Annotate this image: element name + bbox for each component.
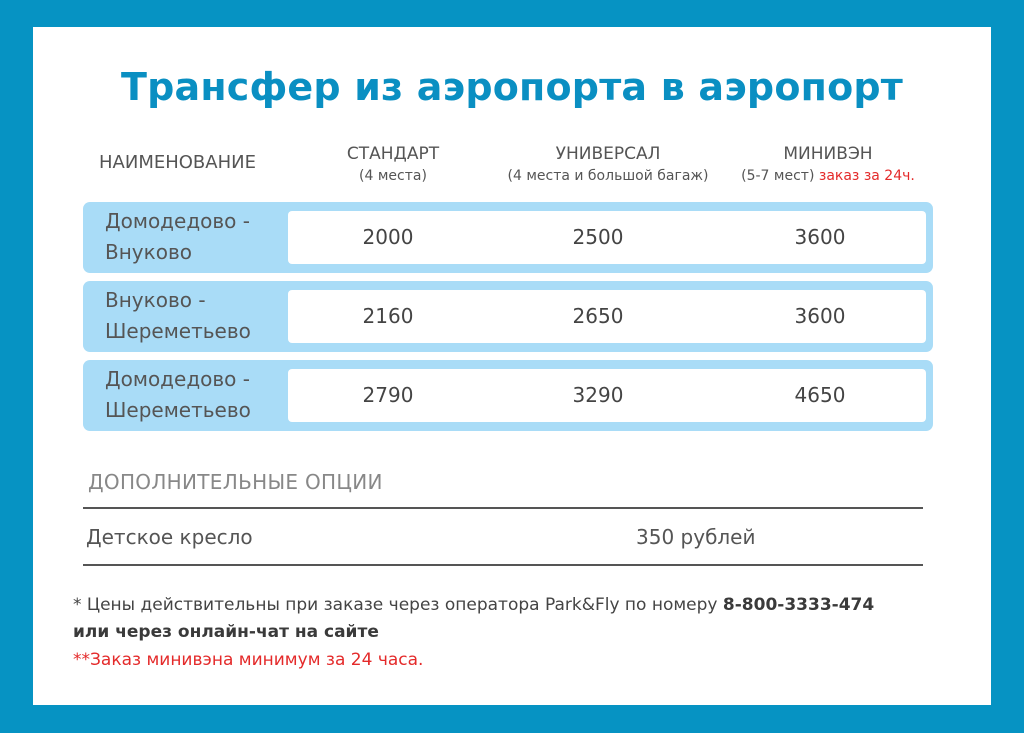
route-line: Шереметьево (105, 319, 251, 343)
minivan-order-note: заказ за 24ч. (818, 168, 915, 184)
route-line: Домодедово - (105, 209, 250, 233)
price-note (73, 595, 874, 615)
price-standard: 2000 (362, 225, 414, 249)
price-card (33, 27, 991, 705)
price-universal: 2500 (572, 225, 624, 249)
option-price: 350 рублей (636, 525, 756, 549)
page-title: Трансфер из аэропорта в аэропорт (120, 65, 904, 109)
minivan-note: **Заказ минивэна минимум за 24 часа. (73, 650, 424, 670)
price-note-text: * Цены действительны при заказе через оператора Park&Fly по номеру (73, 595, 723, 615)
column-header-standard (333, 142, 453, 186)
column-header-minivan (733, 142, 923, 186)
chat-note (73, 622, 379, 642)
table-row (83, 202, 933, 273)
chat-note-text: или через онлайн-чат на сайте (73, 622, 379, 642)
price-standard: 2790 (362, 383, 414, 407)
option-name: Детское кресло (86, 525, 253, 549)
price-standard: 2160 (362, 304, 414, 328)
phone-number: 8-800-3333-474 (722, 595, 875, 615)
price-minivan: 3600 (794, 225, 846, 249)
column-header-name: НАИМЕНОВАНИЕ (99, 152, 256, 173)
price-universal: 2650 (572, 304, 624, 328)
price-cells (288, 211, 926, 264)
options-title: ДОПОЛНИТЕЛЬНЫЕ ОПЦИИ (88, 470, 383, 494)
column-header-standard-sub: (4 места) (359, 168, 427, 184)
column-header-standard-label: СТАНДАРТ (346, 144, 440, 164)
price-minivan: 4650 (794, 383, 846, 407)
column-header-minivan-label: МИНИВЭН (783, 144, 873, 164)
route-line: Внуково - (105, 288, 206, 312)
route-name (105, 285, 251, 347)
table-row (83, 360, 933, 431)
column-header-universal-label: УНИВЕРСАЛ (555, 144, 661, 164)
price-universal: 3290 (572, 383, 624, 407)
table-row (83, 281, 933, 352)
route-name (105, 206, 250, 268)
route-line: Шереметьево (105, 398, 251, 422)
divider (83, 564, 923, 566)
route-name (105, 364, 251, 426)
price-minivan: 3600 (794, 304, 846, 328)
column-header-minivan-sub (733, 166, 923, 186)
price-cells (288, 290, 926, 343)
divider (83, 507, 923, 509)
column-header-universal-sub: (4 места и большой багаж) (507, 168, 709, 184)
minivan-capacity: (5-7 мест) (741, 168, 815, 184)
column-header-universal (493, 142, 723, 186)
route-line: Домодедово - (105, 367, 250, 391)
route-line: Внуково (105, 240, 192, 264)
price-cells (288, 369, 926, 422)
